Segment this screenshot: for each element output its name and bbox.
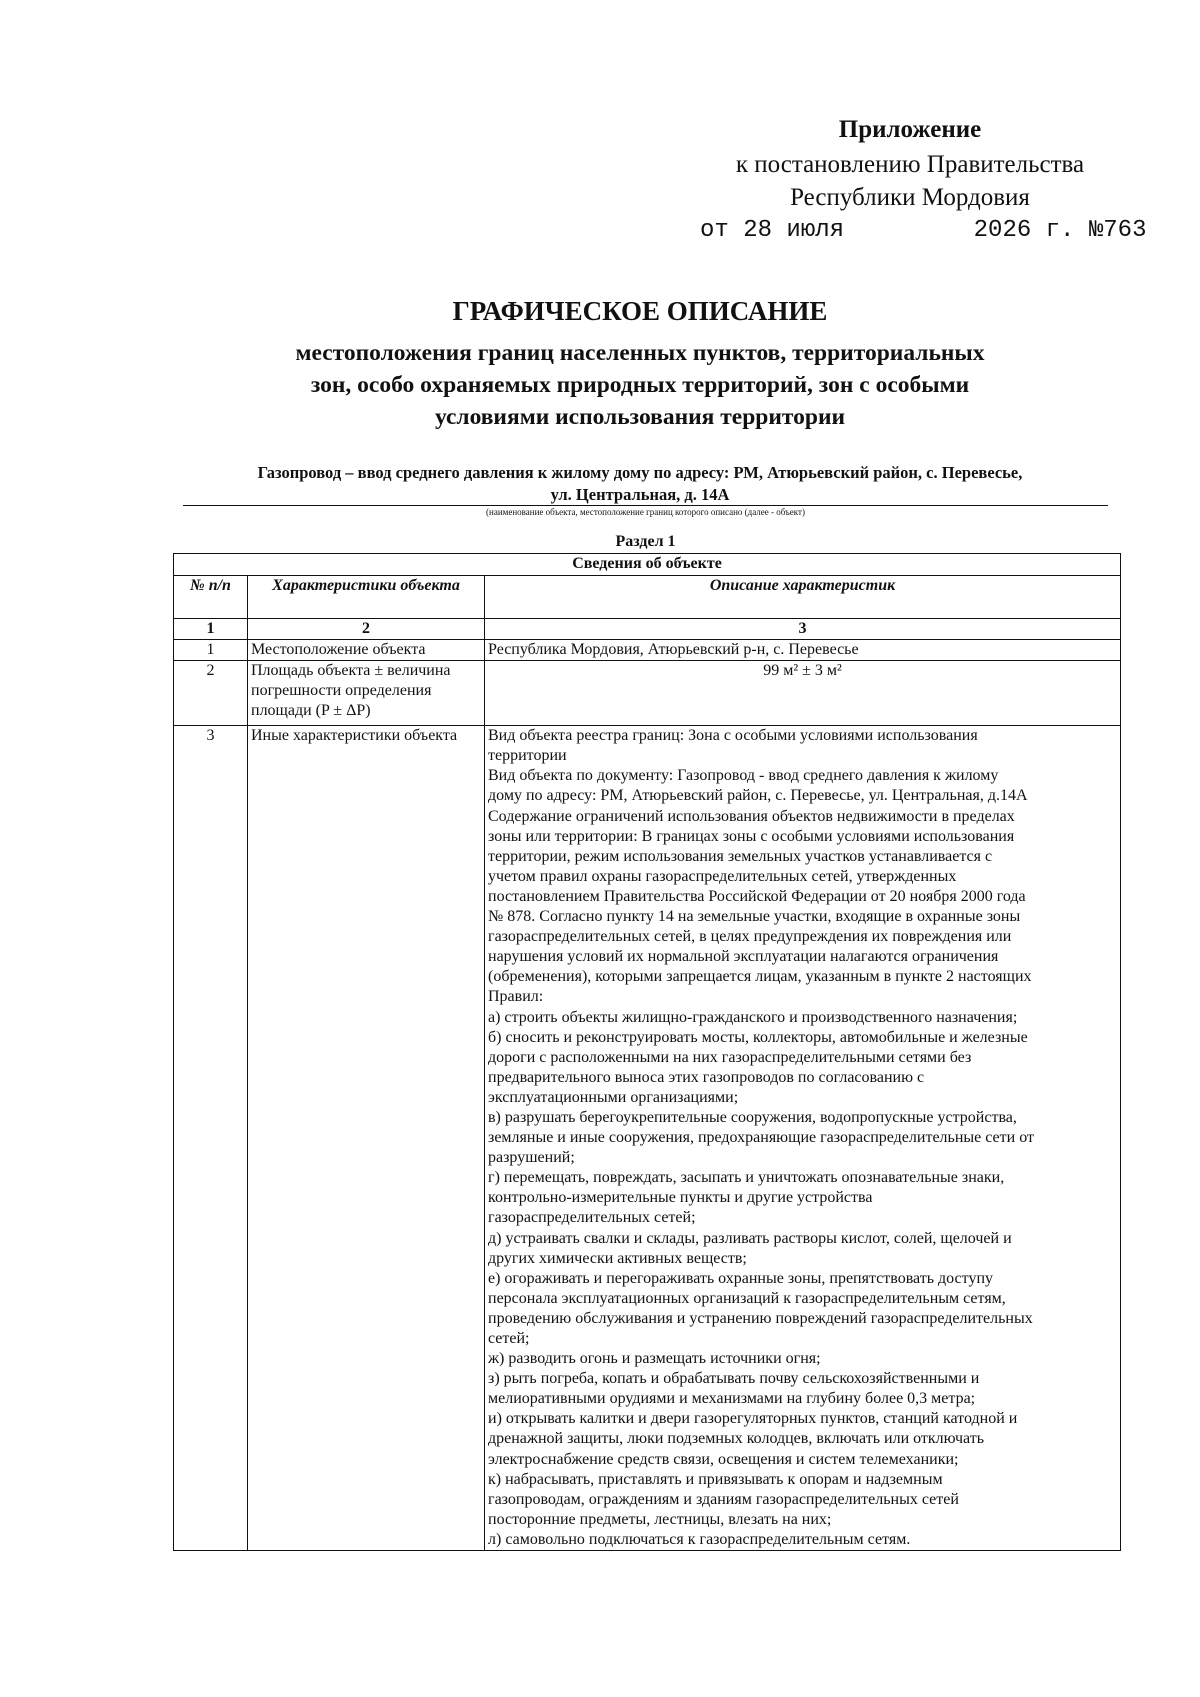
description-line: и) открывать калитки и двери газорегуляторных пунктов, станций катодной и xyxy=(488,1410,1018,1428)
description-line: электроснабжение средств связи, освещения и систем телемеханики; xyxy=(488,1450,959,1468)
appendix-title: Приложение xyxy=(838,116,982,143)
description-line: Вид объекта по документу: Газопровод - ввод среднего давления к жилому xyxy=(488,767,999,785)
subtitle-line: местоположения границ населенных пунктов, территориальных xyxy=(295,340,985,366)
description-line: Правил: xyxy=(488,988,544,1006)
object-name xyxy=(180,462,1100,506)
subtitle-line: зон, особо охраняемых природных территорий, зон с особыми xyxy=(310,372,970,398)
description-line: л) самовольно подключаться к газораспределительным сетям. xyxy=(488,1530,911,1548)
appendix-line-1: к постановлению Правительства xyxy=(735,151,1085,178)
description-line: Содержание ограничений использования объектов недвижимости в пределах xyxy=(488,807,1015,825)
description-line: разрушений; xyxy=(488,1149,575,1167)
row-number: 2 xyxy=(174,661,248,726)
column-number: 3 xyxy=(485,619,1121,640)
header-number: № п/п xyxy=(174,576,248,619)
row-characteristic: Иные характеристики объекта xyxy=(248,726,485,1551)
description-line: посторонние предметы, лестницы, влезать на них; xyxy=(488,1510,832,1528)
description-line: других химически активных веществ; xyxy=(488,1249,747,1267)
table-row xyxy=(174,726,1121,1551)
object-name-underline xyxy=(183,505,1108,506)
description-line: зоны или территории: В границах зоны с особыми условиями использования xyxy=(488,827,1015,845)
description-line: газораспределительных сетей, в целях предупреждения их повреждения или xyxy=(488,928,1012,946)
row-description: 99 м² ± 3 м² xyxy=(485,661,1121,726)
section-label: Раздел 1 xyxy=(615,533,676,550)
description-line: территории, режим использования земельных участков устанавливается с xyxy=(488,847,993,865)
subtitle-line: условиями использования территории xyxy=(434,404,846,430)
appendix-line-2: Республики Мордовия xyxy=(790,184,1030,211)
header-characteristic: Характеристики объекта xyxy=(248,576,485,619)
description-line: проведению обслуживания и устранению повреждений газораспределительных xyxy=(488,1309,1033,1327)
description-line: д) устраивать свалки и склады, разливать растворы кислот, солей, щелочей и xyxy=(488,1229,1012,1247)
row-description: Республика Мордовия, Атюрьевский р-н, с. Перевесье xyxy=(485,640,1121,661)
description-line: к) набрасывать, приставлять и привязывать к опорам и надземным xyxy=(488,1470,943,1488)
description-lines xyxy=(488,726,1117,1550)
description-line: Вид объекта реестра границ: Зона с особыми условиями использования xyxy=(488,727,978,745)
description-line: эксплуатационными организациями; xyxy=(488,1088,739,1106)
description-line: дренажной защиты, люки подземных колодцев, включать или отключать xyxy=(488,1430,985,1448)
description-line: газопроводам, ограждениям и зданиям газораспределительных сетей xyxy=(488,1490,959,1508)
appendix-block xyxy=(690,112,1147,248)
description-line: мелиоративными орудиями и механизмами на глубину более 0,3 метра; xyxy=(488,1390,976,1408)
row-description xyxy=(485,726,1121,1551)
description-line: б) сносить и реконструировать мосты, коллекторы, автомобильные и железные xyxy=(488,1028,1028,1046)
description-line: е) огораживать и перегораживать охранные зоны, препятствовать доступу xyxy=(488,1269,993,1287)
document-title: ГРАФИЧЕСКОЕ ОПИСАНИЕ xyxy=(452,296,828,326)
table-row xyxy=(174,661,1121,726)
description-line: (обременения), которыми запрещается лицам, указанным в пункте 2 настоящих xyxy=(488,968,1032,986)
description-line: сетей; xyxy=(488,1330,530,1347)
row-number: 3 xyxy=(174,726,248,1551)
description-line: з) рыть погреба, копать и обрабатывать почву сельскохозяйственными и xyxy=(488,1370,980,1388)
object-name-line: ул. Центральная, д. 14А xyxy=(550,485,730,504)
description-line: земляные и иные сооружения, предохраняющие газораспределительные сети от xyxy=(488,1129,1034,1147)
description-line: в) разрушать берегоукрепительные сооружения, водопропускные устройства, xyxy=(488,1108,1017,1126)
description-line: предварительного выноса этих газопроводов по согласованию с xyxy=(488,1068,925,1086)
header-description: Описание характеристик xyxy=(485,576,1121,619)
description-line: дому по адресу: РМ, Атюрьевский район, с. Перевесье, ул. Центральная, д.14А xyxy=(488,787,1028,805)
object-info-table xyxy=(173,553,1121,1551)
description-line: постановлением Правительства Российской Федерации от 20 ноября 2000 года xyxy=(488,887,1026,905)
description-line: газораспределительных сетей; xyxy=(488,1209,696,1227)
description-line: дороги с расположенными на них газораспределительными сетями без xyxy=(488,1048,972,1066)
document-subtitle xyxy=(160,337,1120,433)
row-characteristic: Площадь объекта ± величина погрешности определения площади (P ± ΔP) xyxy=(248,661,485,726)
description-line: территории xyxy=(488,747,567,765)
table-row xyxy=(174,640,1121,661)
column-number: 2 xyxy=(248,619,485,640)
description-line: № 878. Согласно пункту 14 на земельные участки, входящие в охранные зоны xyxy=(488,908,1021,926)
description-line: ж) разводить огонь и размещать источники огня; xyxy=(488,1350,821,1368)
description-line: учетом правил охраны газораспределительных сетей, утвержденных xyxy=(488,867,957,885)
description-line: а) строить объекты жилищно-гражданского и производственного назначения; xyxy=(488,1008,1018,1026)
row-number: 1 xyxy=(174,640,248,661)
row-characteristic: Местоположение объекта xyxy=(248,640,485,661)
description-line: контрольно-измерительные пункты и другие устройства xyxy=(488,1189,873,1207)
column-number: 1 xyxy=(174,619,248,640)
description-line: г) перемещать, повреждать, засыпать и уничтожать опознавательные знаки, xyxy=(488,1169,1005,1187)
table-caption: Сведения об объекте xyxy=(174,554,1121,576)
description-line: персонала эксплуатационных организаций к газораспределительным сетям, xyxy=(488,1289,1006,1307)
object-name-line: Газопровод – ввод среднего давления к жилому дому по адресу: РМ, Атюрьевский район, с. Перевесье, xyxy=(257,463,1023,482)
appendix-date-line: от 28 июля 2026 г. №763 xyxy=(700,217,1147,244)
object-caption: (наименование объекта, местоположение границ которого описано (далее - объект) xyxy=(486,507,805,517)
description-line: нарушения условий их нормальной эксплуатации налагаются ограничения xyxy=(488,948,999,966)
